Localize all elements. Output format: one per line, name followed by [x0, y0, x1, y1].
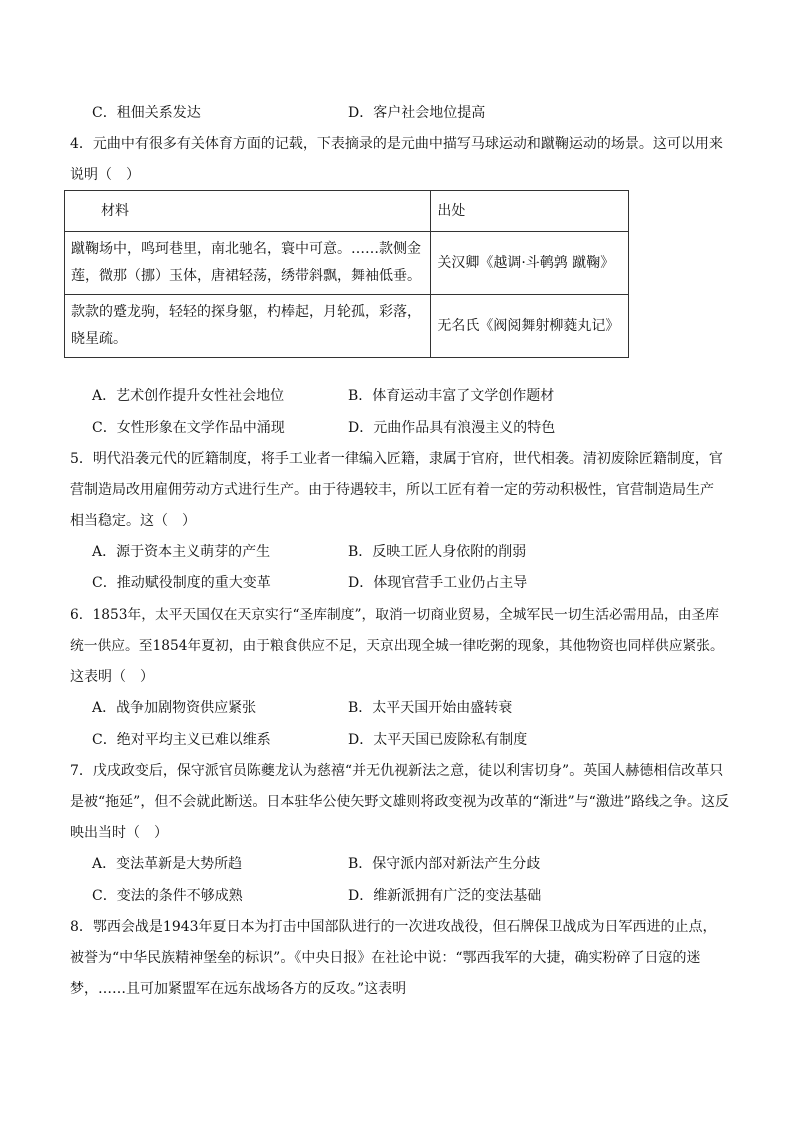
q5-stem-line-1: 5．明代沿袭元代的匠籍制度，将手工业者一律编入匠籍，隶属于官府，世代相袭。清初废除匠籍制度，官	[70, 451, 723, 467]
q8-stem-line-1: 8．鄂西会战是1943年夏日本为打击中国部队进行的一次进攻战役，但石牌保卫战成为日军西进的止点，	[70, 919, 717, 935]
q7-option-c[interactable]: C．变法的条件不够成熟	[92, 888, 243, 904]
q4-source-table	[64, 190, 629, 358]
q7-option-d[interactable]: D．维新派拥有广泛的变法基础	[348, 888, 542, 904]
q7-stem-line-3: 映出当时（ ）	[70, 825, 168, 841]
table-header-source: 出处	[431, 191, 629, 232]
q5-stem-line-2: 营制造局改用雇佣劳动方式进行生产。由于待遇较丰，所以工匠有着一定的劳动积极性，官营制造局生产	[70, 482, 714, 498]
q7-option-b[interactable]: B．保守派内部对新法产生分歧	[348, 856, 541, 872]
q4-option-b[interactable]: B．体育运动丰富了文学创作题材	[348, 388, 555, 404]
q4-option-d[interactable]: D．元曲作品具有浪漫主义的特色	[348, 420, 556, 436]
q5-option-a[interactable]: A．源于资本主义萌芽的产生	[92, 544, 271, 560]
q6-stem-line-1: 6．1853年，太平天国仅在天京实行“圣库制度”，取消一切商业贸易，全城军民一切生活必需用品，由圣库	[70, 607, 720, 623]
q4-option-c[interactable]: C．女性形象在文学作品中涌现	[92, 420, 285, 436]
q6-option-c[interactable]: C．绝对平均主义已难以维系	[92, 732, 271, 748]
q7-stem-line-2: 是被“拖延”，但不会就此断送。日本驻华公使矢野文雄则将政变视为改革的“渐进”与“激进”路线之争。这反	[70, 794, 729, 810]
q8-stem-line-3: 梦，……且可加紧盟军在远东战场各方的反攻。”这表明	[70, 981, 407, 997]
q6-stem-line-3: 这表明（ ）	[70, 669, 154, 685]
table-cell-material: 款款的蹙龙驹，轻轻的探身躯，杓棒起，月轮孤，彩落， 晓星疏。	[65, 295, 431, 358]
q8-stem-line-2: 被誉为“中华民族精神堡垒的标识”。《中央日报》在社论中说：“鄂西我军的大捷，确实粉碎了日寇的迷	[70, 950, 701, 966]
q6-option-b[interactable]: B．太平天国开始由盛转衰	[348, 700, 513, 716]
table-cell-material: 蹴鞠场中，鸣珂巷里，南北驰名，寰中可意。……款侧金 莲，微那（挪）玉体，唐裙轻荡，绣带斜飘，舞袖低垂。	[65, 232, 431, 295]
table-cell-source: 关汉卿《越调·斗鹌鹑 蹴鞠》	[431, 232, 629, 295]
table-header-row	[65, 191, 629, 232]
q4-stem-line-1: 4．元曲中有很多有关体育方面的记载，下表摘录的是元曲中描写马球运动和蹴鞠运动的场景。这可以用来	[70, 136, 723, 152]
q6-stem-line-2: 统一供应。至1854年夏初，由于粮食供应不足，天京出现全城一律吃粥的现象，其他物资也同样供应紧张。	[70, 638, 724, 654]
q7-stem-line-1: 7．戊戌政变后，保守派官员陈夔龙认为慈禧“并无仇视新法之意，徒以利害切身”。英国人赫德相信改革只	[70, 763, 724, 779]
table-header-material: 材料	[65, 191, 431, 232]
table-row	[65, 295, 629, 358]
table-row	[65, 232, 629, 295]
table-cell-source: 无名氏《阀阅舞射柳蕤丸记》	[431, 295, 629, 358]
q3-option-c[interactable]: C．租佃关系发达	[92, 105, 201, 121]
q6-option-d[interactable]: D．太平天国已废除私有制度	[348, 732, 528, 748]
q3-option-d[interactable]: D．客户社会地位提高	[348, 105, 486, 121]
q4-stem-line-2: 说明（ ）	[70, 167, 140, 183]
q5-stem-line-3: 相当稳定。这（ ）	[70, 513, 196, 529]
q5-option-c[interactable]: C．推动赋役制度的重大变革	[92, 575, 271, 591]
q4-option-a[interactable]: A．艺术创作提升女性社会地位	[92, 388, 285, 404]
q7-option-a[interactable]: A．变法革新是大势所趋	[92, 856, 243, 872]
q5-option-d[interactable]: D．体现官营手工业仍占主导	[348, 575, 528, 591]
q5-option-b[interactable]: B．反映工匠人身依附的削弱	[348, 544, 527, 560]
q6-option-a[interactable]: A．战争加剧物资供应紧张	[92, 700, 257, 716]
